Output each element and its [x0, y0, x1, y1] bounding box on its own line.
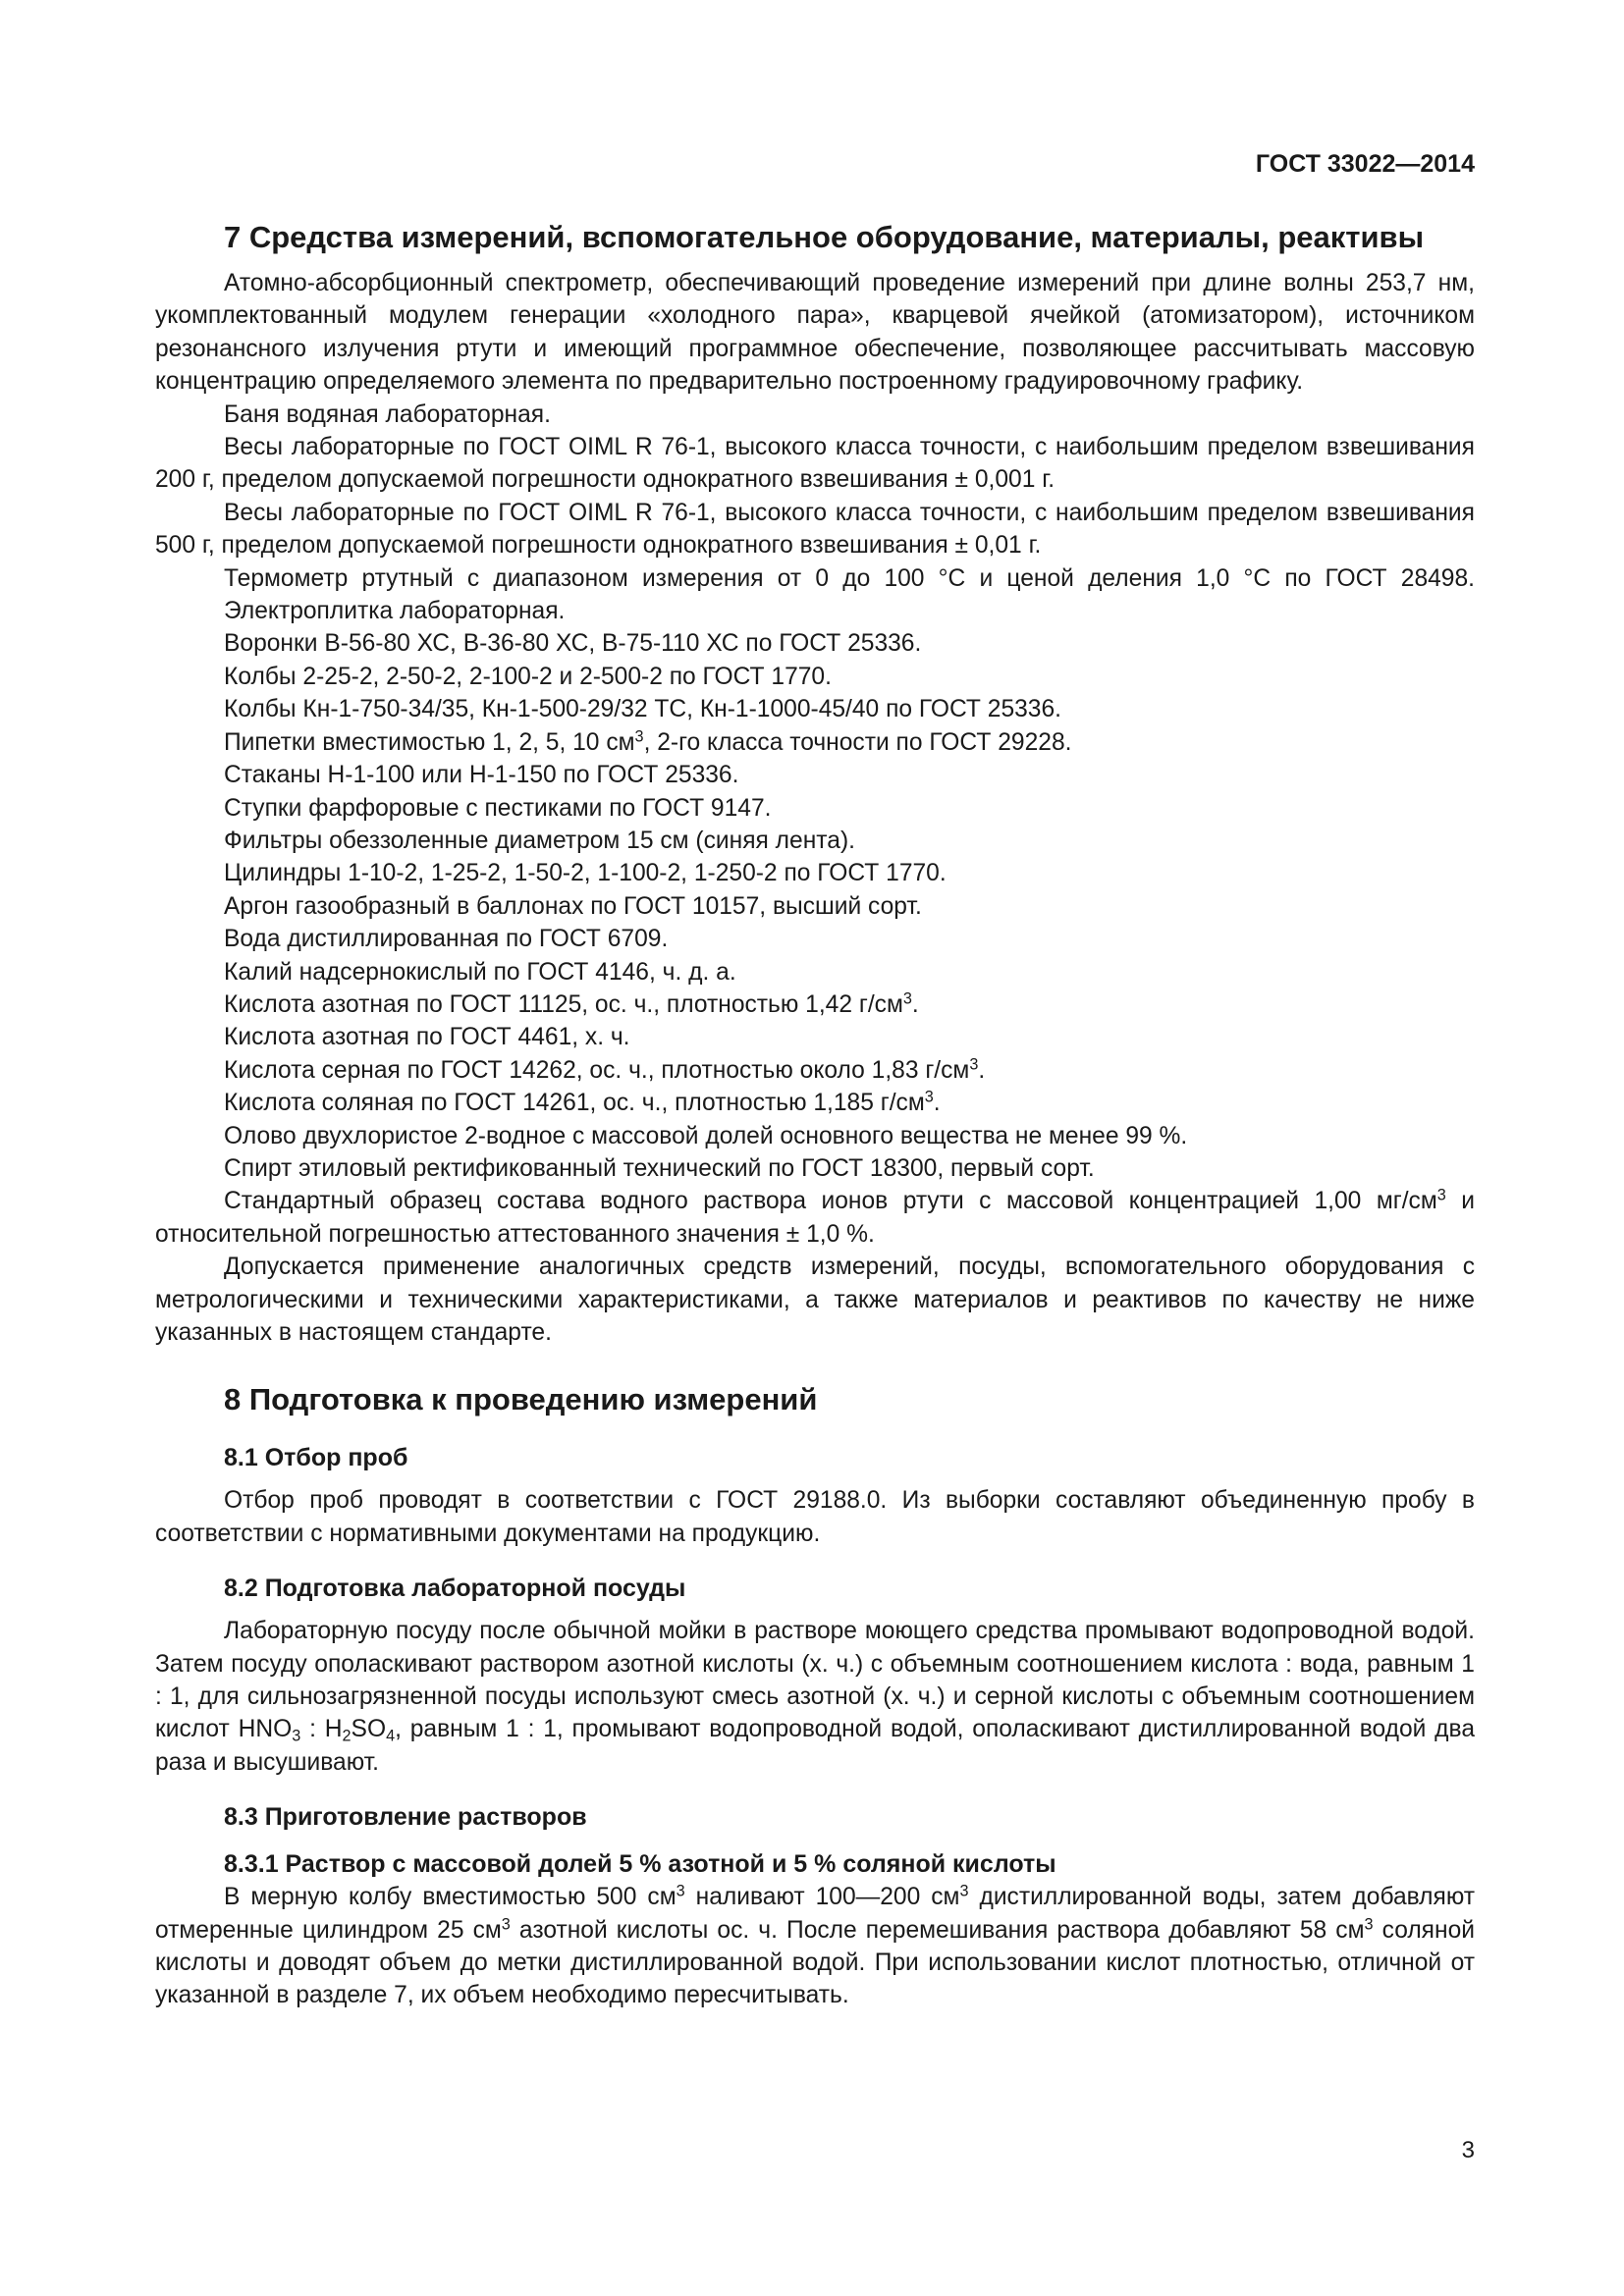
superscript: 3: [634, 727, 644, 746]
section-8-title: 8 Подготовка к проведению измерений: [224, 1382, 818, 1417]
text-run: наливают 100—200 см: [684, 1884, 960, 1911]
list-item: Баня водяная лабораторная.: [224, 400, 551, 428]
superscript: 3: [902, 989, 912, 1008]
list-item: Электроплитка лабораторная.: [224, 598, 566, 625]
superscript: 3: [1436, 1186, 1446, 1204]
paragraph-scales-500: Весы лабораторные по ГОСТ OIML R 76-1, высокого класса точности, с наибольшим пределом взвешивания 500 г, пределом допускаемой погрешности однократного взвешивания ± 0,01 г.: [155, 499, 1475, 560]
section-7-title: 7 Средства измерений, вспомогательное оборудование, материалы, реактивы: [224, 220, 1425, 254]
text-run: , 2-го класса точности по ГОСТ 29228.: [643, 728, 1072, 756]
text-run: : H: [300, 1716, 343, 1743]
subsection-8-1-title: 8.1 Отбор проб: [224, 1444, 408, 1472]
paragraph-spectrometer: Атомно-абсорбционный спектрометр, обеспечивающий проведение измерений при длине волны 253,7 нм, укомплектованный модулем генерации «холодного пара», кварцевой ячейкой (атомизатором), источником резонансного излучения ртути и имеющий программное обеспечение, позволяющее рассчитывать массовую концентрацию определяемого элемента по предварительно построенному градуировочному графику.: [155, 270, 1475, 396]
list-item: [155, 726, 1475, 759]
paragraph-standard-sample: [155, 1185, 1475, 1251]
subsection-8-3-1-title: 8.3.1 Раствор с массовой долей 5 % азотной и 5 % соляной кислоты: [224, 1850, 1056, 1879]
text-run: , равным 1 : 1, промывают водопроводной водой, ополаскивают дистиллированной водой два раза и высушивают.: [155, 1716, 1476, 1776]
text-run: Кислота соляная по ГОСТ 14261, ос. ч., плотностью 1,185 г/см: [224, 1090, 925, 1117]
paragraph-allowed: Допускается применение аналогичных средств измерений, посуды, вспомогательного оборудования с метрологическими и техническими характеристиками, а также материалов и реактивов по качеству не ниже указанных в настоящем стандарте.: [155, 1254, 1475, 1346]
list-item: Аргон газообразный в баллонах по ГОСТ 10157, высший сорт.: [224, 892, 922, 920]
document-page: [155, 0, 1475, 2296]
superscript: 3: [501, 1915, 511, 1934]
list-item: Цилиндры 1-10-2, 1-25-2, 1-50-2, 1-100-2, 1-250-2 по ГОСТ 1770.: [224, 860, 947, 887]
list-item: Термометр ртутный с диапазоном измерения от 0 до 100 °С и ценой деления 1,0 °С по ГОСТ 28498.: [224, 564, 1475, 592]
list-item: [155, 1087, 1475, 1119]
text-run: .: [978, 1056, 986, 1084]
list-item: Колбы 2-25-2, 2-50-2, 2-100-2 и 2-500-2 по ГОСТ 1770.: [224, 663, 832, 690]
paragraph-scales-200: Весы лабораторные по ГОСТ OIML R 76-1, высокого класса точности, с наибольшим пределом взвешивания 200 г, пределом допускаемой погрешности однократного взвешивания ± 0,001 г.: [155, 434, 1475, 494]
superscript: 3: [959, 1882, 969, 1900]
list-item: Кислота азотная по ГОСТ 4461, х. ч.: [224, 1024, 630, 1051]
list-item: Ступки фарфоровые с пестиками по ГОСТ 9147.: [224, 794, 772, 822]
text-run: .: [911, 990, 919, 1018]
subscript: 4: [386, 1727, 396, 1745]
text-run: дистиллированной воды, затем добавляют отмеренные цилиндром 25 см: [155, 1884, 1475, 1944]
superscript: 3: [1364, 1915, 1374, 1934]
subscript: 3: [292, 1727, 301, 1745]
list-item: Калий надсернокислый по ГОСТ 4146, ч. д. а.: [224, 958, 736, 986]
superscript: 3: [969, 1055, 979, 1074]
text-run: Кислота серная по ГОСТ 14262, ос. ч., плотностью около 1,83 г/см: [224, 1056, 970, 1084]
list-item: Стаканы Н-1-100 или Н-1-150 по ГОСТ 25336.: [224, 762, 739, 789]
list-item: Спирт этиловый ректификованный технический по ГОСТ 18300, первый сорт.: [224, 1154, 1095, 1182]
text-run: В мерную колбу вместимостью 500 см: [224, 1884, 677, 1911]
text-run: Пипетки вместимостью 1, 2, 5, 10 см: [224, 728, 635, 756]
paragraph-solution: [155, 1881, 1475, 2012]
page-content: [155, 218, 1475, 2012]
paragraph-glassware: [155, 1615, 1475, 1779]
superscript: 3: [676, 1882, 685, 1900]
list-item: Колбы Кн-1-750-34/35, Кн-1-500-29/32 ТС, Кн-1-1000-45/40 по ГОСТ 25336.: [224, 696, 1061, 723]
list-item: Олово двухлористое 2-водное с массовой долей основного вещества не менее 99 %.: [224, 1122, 1188, 1149]
text-run: SO: [351, 1716, 387, 1743]
list-item: Фильтры обеззоленные диаметром 15 см (синяя лента).: [224, 827, 855, 854]
text-run: соляной кислоты и доводят объем до метки дистиллированной водой. При использовании кислот плотностью, отличной от указанной в разделе 7, их объем необходимо пересчитывать.: [155, 1916, 1475, 2009]
subsection-8-3-title: 8.3 Приготовление растворов: [224, 1803, 587, 1832]
paragraph-sampling: Отбор проб проводят в соответствии с ГОСТ 29188.0. Из выборки составляют объединенную пробу в соответствии с нормативными документами на продукцию.: [155, 1487, 1475, 1547]
page-number: 3: [1461, 2137, 1475, 2163]
text-run: Кислота азотная по ГОСТ 11125, ос. ч., плотностью 1,42 г/см: [224, 990, 903, 1018]
list-item: [155, 988, 1475, 1021]
text-run: азотной кислоты ос. ч. После перемешивания раствора добавляют 58 см: [510, 1916, 1365, 1944]
list-item: Вода дистиллированная по ГОСТ 6709.: [224, 926, 669, 953]
text-run: Стандартный образец состава водного раствора ионов ртути с массовой концентрацией 1,00 мг/см: [224, 1188, 1437, 1215]
subscript: 2: [342, 1727, 352, 1745]
list-item: Воронки В-56-80 ХС, В-36-80 ХС, В-75-110 ХС по ГОСТ 25336.: [224, 630, 922, 658]
text-run: и относительной погрешностью аттестованного значения ± 1,0 %.: [155, 1188, 1475, 1248]
document-code: ГОСТ 33022—2014: [1255, 150, 1475, 178]
list-item: [155, 1054, 1475, 1087]
text-run: .: [933, 1090, 941, 1117]
subsection-8-2-title: 8.2 Подготовка лабораторной посуды: [224, 1575, 686, 1603]
text-run: Лабораторную посуду после обычной мойки в растворе моющего средства промывают водопроводной водой. Затем посуду ополаскивают раствором азотной кислоты (х. ч.) с объемным соотношением кислота : вода, равным 1 : 1, для сильнозагрязненной посуды используют смесь азотной (х. ч.) и серной кислоты с объемным соотношением кислот HNO: [155, 1618, 1475, 1743]
superscript: 3: [924, 1088, 934, 1106]
